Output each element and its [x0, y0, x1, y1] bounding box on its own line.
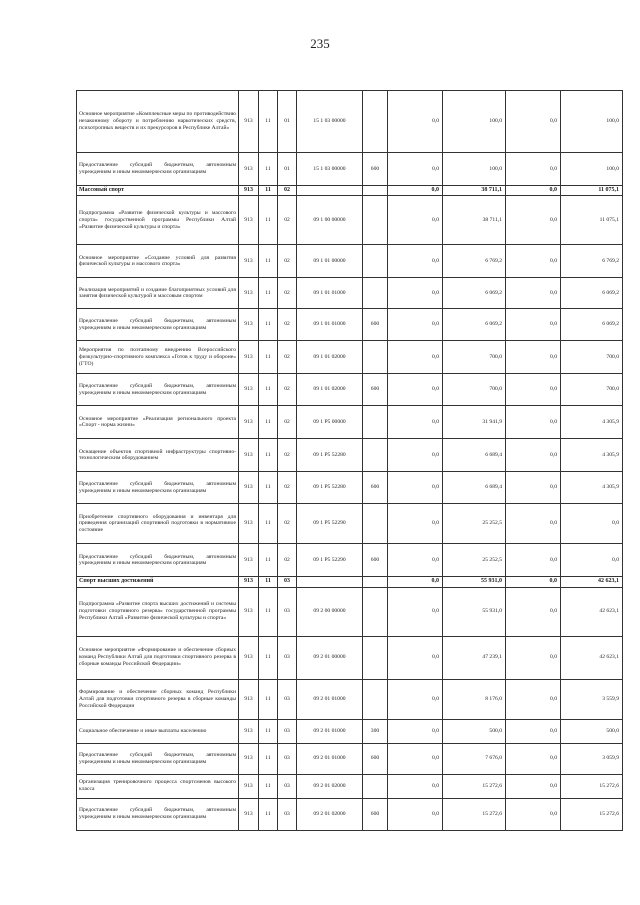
table-row — [77, 472, 623, 504]
cell-amount-2: 6 689,4 — [443, 472, 506, 504]
cell-amount-4: 42 623,1 — [561, 577, 623, 587]
table-row — [77, 577, 623, 587]
cell-section: 11 — [259, 374, 278, 406]
cell-amount-4: 3 559,9 — [561, 679, 623, 719]
cell-amount-4: 0,0 — [561, 504, 623, 544]
cell-subsection: 03 — [278, 743, 297, 774]
cell-amount-4: 100,0 — [561, 91, 623, 153]
cell-grbs: 913 — [239, 679, 259, 719]
cell-expense-type: 300 — [363, 719, 388, 743]
cell-amount-3: 0,0 — [506, 439, 561, 472]
cell-name: Предоставление субсидий бюджетным, автономным учреждениям и иным некоммерческим организациям — [77, 798, 239, 830]
cell-grbs: 913 — [239, 636, 259, 679]
cell-amount-3: 0,0 — [506, 636, 561, 679]
cell-subsection: 03 — [278, 774, 297, 798]
cell-section: 11 — [259, 743, 278, 774]
cell-grbs: 913 — [239, 472, 259, 504]
cell-target-article: 09 2 01 02000 — [297, 774, 363, 798]
cell-amount-2: 700,0 — [443, 341, 506, 374]
cell-section: 11 — [259, 577, 278, 587]
cell-section: 11 — [259, 91, 278, 153]
cell-expense-type: 600 — [363, 743, 388, 774]
cell-expense-type — [363, 587, 388, 636]
cell-grbs: 913 — [239, 406, 259, 439]
cell-amount-1: 0,0 — [388, 196, 443, 245]
cell-amount-1: 0,0 — [388, 798, 443, 830]
cell-amount-2: 55 931,0 — [443, 577, 506, 587]
cell-subsection: 02 — [278, 186, 297, 196]
cell-grbs: 913 — [239, 186, 259, 196]
cell-name: Спорт высших достижений — [77, 577, 239, 587]
cell-subsection: 02 — [278, 374, 297, 406]
cell-target-article: 09 1 P5 52290 — [297, 504, 363, 544]
cell-section: 11 — [259, 406, 278, 439]
cell-amount-1: 0,0 — [388, 309, 443, 341]
cell-subsection: 02 — [278, 472, 297, 504]
table-row — [77, 341, 623, 374]
cell-name: Подпрограмма «Развитие физической культуры и массового спорта» государственной программы Республики Алтай «Развитие физической культуры и спорта» — [77, 196, 239, 245]
cell-expense-type — [363, 196, 388, 245]
cell-expense-type: 600 — [363, 309, 388, 341]
cell-grbs: 913 — [239, 719, 259, 743]
cell-target-article: 09 1 01 02000 — [297, 374, 363, 406]
cell-target-article: 09 1 P5 52280 — [297, 439, 363, 472]
cell-amount-1: 0,0 — [388, 439, 443, 472]
cell-subsection: 02 — [278, 504, 297, 544]
cell-amount-3: 0,0 — [506, 587, 561, 636]
cell-name: Основное мероприятие «Формирование и обеспечение сборных команд Республики Алтай для подготовки спортивного резерва в сборные команды Российской Федерации» — [77, 636, 239, 679]
cell-amount-1: 0,0 — [388, 186, 443, 196]
cell-name: Предоставление субсидий бюджетным, автономным учреждениям и иным некоммерческим организациям — [77, 544, 239, 577]
cell-grbs: 913 — [239, 374, 259, 406]
cell-amount-4: 0,0 — [561, 544, 623, 577]
cell-grbs: 913 — [239, 309, 259, 341]
cell-amount-2: 15 272,6 — [443, 798, 506, 830]
cell-amount-2: 47 239,1 — [443, 636, 506, 679]
cell-amount-2: 6 689,4 — [443, 439, 506, 472]
cell-amount-1: 0,0 — [388, 577, 443, 587]
cell-subsection: 01 — [278, 91, 297, 153]
cell-grbs: 913 — [239, 278, 259, 309]
cell-amount-4: 700,0 — [561, 374, 623, 406]
cell-expense-type — [363, 679, 388, 719]
cell-expense-type — [363, 91, 388, 153]
cell-name: Социальное обеспечение и иные выплаты населению — [77, 719, 239, 743]
cell-section: 11 — [259, 196, 278, 245]
cell-target-article: 15 1 03 00000 — [297, 91, 363, 153]
cell-amount-3: 0,0 — [506, 153, 561, 186]
cell-amount-3: 0,0 — [506, 472, 561, 504]
cell-section: 11 — [259, 278, 278, 309]
cell-amount-1: 0,0 — [388, 91, 443, 153]
cell-section: 11 — [259, 587, 278, 636]
cell-amount-3: 0,0 — [506, 719, 561, 743]
budget-table — [76, 90, 623, 831]
cell-expense-type — [363, 278, 388, 309]
cell-amount-4: 11 075,1 — [561, 186, 623, 196]
cell-amount-3: 0,0 — [506, 91, 561, 153]
cell-target-article: 09 1 P5 52280 — [297, 472, 363, 504]
cell-amount-2: 25 252,5 — [443, 544, 506, 577]
cell-name: Формирование и обеспечение сборных команд Республики Алтай для подготовки спортивного резерва в сборные команды Российской Федерации — [77, 679, 239, 719]
cell-target-article: 09 2 01 01000 — [297, 719, 363, 743]
cell-amount-4: 6 069,2 — [561, 309, 623, 341]
cell-grbs: 913 — [239, 743, 259, 774]
cell-name: Основное мероприятие «Комплексные меры по противодействию незаконному обороту и потреблению наркотических средств, психотропных веществ и их прекурсоров в Республике Алтай» — [77, 91, 239, 153]
cell-amount-3: 0,0 — [506, 406, 561, 439]
cell-target-article: 09 1 01 02000 — [297, 341, 363, 374]
cell-expense-type: 600 — [363, 153, 388, 186]
cell-subsection: 02 — [278, 278, 297, 309]
table-row — [77, 504, 623, 544]
cell-target-article: 15 1 03 00000 — [297, 153, 363, 186]
cell-amount-2: 100,0 — [443, 153, 506, 186]
cell-name: Организация тренировочного процесса спортсменов высокого класса — [77, 774, 239, 798]
cell-amount-4: 4 305,9 — [561, 472, 623, 504]
cell-amount-2: 700,0 — [443, 374, 506, 406]
cell-amount-2: 7 676,0 — [443, 743, 506, 774]
cell-section: 11 — [259, 153, 278, 186]
cell-subsection: 03 — [278, 798, 297, 830]
cell-grbs: 913 — [239, 341, 259, 374]
cell-amount-2: 6 769,2 — [443, 245, 506, 278]
cell-grbs: 913 — [239, 587, 259, 636]
cell-expense-type: 600 — [363, 798, 388, 830]
table-row — [77, 309, 623, 341]
cell-amount-2: 15 272,6 — [443, 774, 506, 798]
cell-amount-4: 700,0 — [561, 341, 623, 374]
cell-subsection: 02 — [278, 196, 297, 245]
cell-amount-2: 8 176,0 — [443, 679, 506, 719]
cell-target-article: 09 2 01 00000 — [297, 636, 363, 679]
cell-name: Предоставление субсидий бюджетным, автономным учреждениям и иным некоммерческим организациям — [77, 153, 239, 186]
cell-target-article: 09 2 00 00000 — [297, 587, 363, 636]
cell-subsection: 02 — [278, 309, 297, 341]
table-row — [77, 636, 623, 679]
table-row — [77, 679, 623, 719]
cell-target-article: 09 1 P5 52290 — [297, 544, 363, 577]
table-row — [77, 91, 623, 153]
cell-grbs: 913 — [239, 245, 259, 278]
cell-amount-2: 6 069,2 — [443, 309, 506, 341]
cell-amount-4: 6 769,2 — [561, 245, 623, 278]
cell-section: 11 — [259, 636, 278, 679]
cell-section: 11 — [259, 186, 278, 196]
cell-expense-type — [363, 245, 388, 278]
cell-section: 11 — [259, 504, 278, 544]
cell-name: Массовый спорт — [77, 186, 239, 196]
cell-amount-2: 500,0 — [443, 719, 506, 743]
cell-amount-3: 0,0 — [506, 544, 561, 577]
cell-amount-3: 0,0 — [506, 278, 561, 309]
cell-name: Подпрограмма «Развитие спорта высших достижений и системы подготовки спортивного резерва» государственной программы Республики Алтай «Развитие физической культуры и спорта» — [77, 587, 239, 636]
cell-target-article: 09 1 01 01000 — [297, 278, 363, 309]
cell-section: 11 — [259, 774, 278, 798]
cell-amount-3: 0,0 — [506, 374, 561, 406]
cell-section: 11 — [259, 439, 278, 472]
cell-grbs: 913 — [239, 153, 259, 186]
cell-amount-3: 0,0 — [506, 504, 561, 544]
cell-target-article — [297, 577, 363, 587]
cell-amount-2: 100,0 — [443, 91, 506, 153]
cell-amount-4: 15 272,6 — [561, 774, 623, 798]
cell-amount-1: 0,0 — [388, 636, 443, 679]
cell-amount-3: 0,0 — [506, 309, 561, 341]
cell-amount-4: 15 272,6 — [561, 798, 623, 830]
cell-target-article: 09 2 01 01000 — [297, 679, 363, 719]
cell-grbs: 913 — [239, 774, 259, 798]
cell-amount-3: 0,0 — [506, 774, 561, 798]
cell-expense-type — [363, 439, 388, 472]
cell-expense-type — [363, 341, 388, 374]
table-row — [77, 743, 623, 774]
cell-target-article: 09 1 P5 00000 — [297, 406, 363, 439]
cell-name: Приобретение спортивного оборудования и инвентаря для приведения организаций спортивной подготовки в нормативное состояние — [77, 504, 239, 544]
cell-amount-1: 0,0 — [388, 472, 443, 504]
cell-amount-4: 42 623,1 — [561, 636, 623, 679]
cell-amount-4: 11 075,1 — [561, 196, 623, 245]
cell-amount-1: 0,0 — [388, 504, 443, 544]
cell-expense-type — [363, 774, 388, 798]
cell-section: 11 — [259, 798, 278, 830]
cell-amount-3: 0,0 — [506, 679, 561, 719]
cell-amount-1: 0,0 — [388, 587, 443, 636]
table-row — [77, 798, 623, 830]
table-row — [77, 719, 623, 743]
cell-section: 11 — [259, 245, 278, 278]
table-row — [77, 774, 623, 798]
cell-amount-1: 0,0 — [388, 245, 443, 278]
cell-grbs: 913 — [239, 504, 259, 544]
cell-subsection: 02 — [278, 439, 297, 472]
cell-amount-1: 0,0 — [388, 544, 443, 577]
cell-expense-type — [363, 636, 388, 679]
cell-amount-4: 4 305,9 — [561, 439, 623, 472]
cell-section: 11 — [259, 341, 278, 374]
cell-amount-4: 3 059,9 — [561, 743, 623, 774]
cell-amount-2: 25 252,5 — [443, 504, 506, 544]
cell-amount-4: 42 623,1 — [561, 587, 623, 636]
cell-subsection: 02 — [278, 341, 297, 374]
cell-amount-3: 0,0 — [506, 577, 561, 587]
cell-amount-3: 0,0 — [506, 245, 561, 278]
cell-name: Реализация мероприятий и создание благоприятных условий для занятия физической культурой и массовым спортом — [77, 278, 239, 309]
cell-grbs: 913 — [239, 196, 259, 245]
cell-expense-type — [363, 186, 388, 196]
cell-grbs: 913 — [239, 439, 259, 472]
cell-subsection: 03 — [278, 679, 297, 719]
table-row — [77, 439, 623, 472]
cell-name: Оснащение объектов спортивной инфраструктуры спортивно-технологическим оборудованием — [77, 439, 239, 472]
cell-amount-2: 38 711,1 — [443, 196, 506, 245]
cell-expense-type: 600 — [363, 544, 388, 577]
cell-amount-1: 0,0 — [388, 679, 443, 719]
page-number: 235 — [310, 36, 330, 51]
cell-amount-1: 0,0 — [388, 719, 443, 743]
table-row — [77, 153, 623, 186]
cell-amount-1: 0,0 — [388, 374, 443, 406]
cell-section: 11 — [259, 544, 278, 577]
cell-amount-4: 100,0 — [561, 153, 623, 186]
cell-subsection: 02 — [278, 245, 297, 278]
cell-subsection: 03 — [278, 577, 297, 587]
cell-expense-type: 600 — [363, 374, 388, 406]
cell-amount-2: 55 931,0 — [443, 587, 506, 636]
cell-expense-type — [363, 577, 388, 587]
cell-expense-type — [363, 504, 388, 544]
cell-amount-1: 0,0 — [388, 774, 443, 798]
cell-name: Мероприятия по поэтапному внедрению Всероссийского физкультурно-спортивного комплекса «Готов к труду и обороне» (ГТО) — [77, 341, 239, 374]
table-row — [77, 245, 623, 278]
cell-target-article: 09 2 01 01000 — [297, 743, 363, 774]
table-row — [77, 278, 623, 309]
table-row — [77, 587, 623, 636]
cell-subsection: 03 — [278, 587, 297, 636]
cell-amount-2: 38 711,1 — [443, 186, 506, 196]
cell-subsection: 02 — [278, 406, 297, 439]
cell-section: 11 — [259, 472, 278, 504]
table-row — [77, 374, 623, 406]
cell-name: Предоставление субсидий бюджетным, автономным учреждениям и иным некоммерческим организациям — [77, 374, 239, 406]
cell-amount-1: 0,0 — [388, 743, 443, 774]
cell-name: Основное мероприятие «Создание условий для развития физической культуры и массового спорта» — [77, 245, 239, 278]
cell-grbs: 913 — [239, 798, 259, 830]
cell-section: 11 — [259, 679, 278, 719]
cell-section: 11 — [259, 309, 278, 341]
cell-amount-4: 6 069,2 — [561, 278, 623, 309]
cell-amount-1: 0,0 — [388, 278, 443, 309]
cell-section: 11 — [259, 719, 278, 743]
cell-amount-1: 0,0 — [388, 153, 443, 186]
table-row — [77, 544, 623, 577]
cell-target-article: 09 1 00 00000 — [297, 196, 363, 245]
cell-amount-1: 0,0 — [388, 341, 443, 374]
table-row — [77, 406, 623, 439]
cell-target-article — [297, 186, 363, 196]
cell-amount-3: 0,0 — [506, 186, 561, 196]
cell-subsection: 01 — [278, 153, 297, 186]
cell-amount-3: 0,0 — [506, 743, 561, 774]
cell-expense-type — [363, 406, 388, 439]
cell-grbs: 913 — [239, 544, 259, 577]
cell-amount-3: 0,0 — [506, 196, 561, 245]
cell-amount-2: 31 941,9 — [443, 406, 506, 439]
cell-target-article: 09 1 01 01000 — [297, 309, 363, 341]
cell-subsection: 03 — [278, 719, 297, 743]
cell-subsection: 02 — [278, 544, 297, 577]
cell-name: Основное мероприятие «Реализация регионального проекта «Спорт - норма жизни» — [77, 406, 239, 439]
cell-amount-4: 500,0 — [561, 719, 623, 743]
table-row — [77, 196, 623, 245]
cell-amount-3: 0,0 — [506, 798, 561, 830]
cell-amount-2: 6 069,2 — [443, 278, 506, 309]
cell-name: Предоставление субсидий бюджетным, автономным учреждениям и иным некоммерческим организациям — [77, 472, 239, 504]
table-row — [77, 186, 623, 196]
cell-target-article: 09 2 01 02000 — [297, 798, 363, 830]
cell-target-article: 09 1 01 00000 — [297, 245, 363, 278]
cell-expense-type: 600 — [363, 472, 388, 504]
cell-name: Предоставление субсидий бюджетным, автономным учреждениям и иным некоммерческим организациям — [77, 743, 239, 774]
budget-table-body — [77, 91, 623, 831]
cell-amount-3: 0,0 — [506, 341, 561, 374]
cell-amount-1: 0,0 — [388, 406, 443, 439]
cell-amount-4: 4 305,9 — [561, 406, 623, 439]
cell-subsection: 03 — [278, 636, 297, 679]
cell-grbs: 913 — [239, 577, 259, 587]
cell-grbs: 913 — [239, 91, 259, 153]
cell-name: Предоставление субсидий бюджетным, автономным учреждениям и иным некоммерческим организациям — [77, 309, 239, 341]
